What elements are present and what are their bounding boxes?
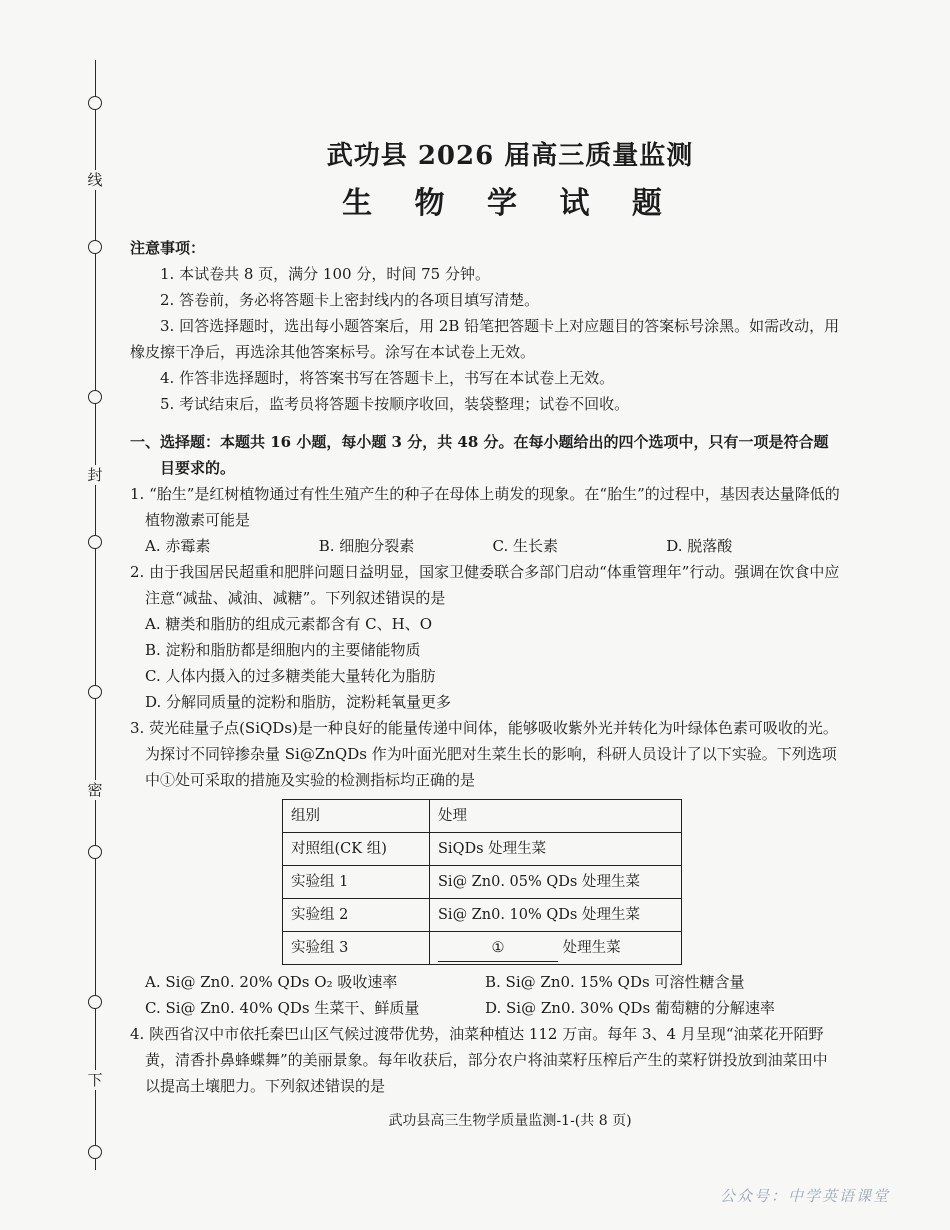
binding-circle: [88, 390, 102, 404]
exam-subject: 生 物 学 试 题: [342, 186, 678, 221]
option-a: A. 糖类和脂肪的组成元素都含有 C、H、O: [145, 615, 432, 633]
question-1-options: [130, 533, 840, 559]
table-cell: 对照组(CK 组): [283, 833, 430, 866]
page-footer: 武功县高三生物学质量监测-1-(共 8 页): [388, 1113, 632, 1129]
table-row: [283, 866, 682, 899]
option-d: D. 脱落酸: [666, 537, 733, 555]
table-row: [283, 932, 682, 965]
option-c: C. Si@ Zn0. 40% QDs 生菜干、鲜质量: [145, 999, 420, 1017]
answer-blank: ①: [438, 935, 558, 962]
question-3-options-row: [130, 969, 840, 995]
binding-circle: [88, 240, 102, 254]
question-3-stem: 3. 荧光硅量子点(SiQDs)是一种良好的能量传递中间体，能够吸收紫外光并转化为叶绿体色素可吸收的光。为探讨不同锌掺杂量 Si@ZnQDs 作为叶面光肥对生菜生长的影响，科研人员设计了以下实验。下列选项中①处可采取的措施及实验的检测指标均正确的是: [130, 719, 838, 789]
table-cell: [430, 932, 682, 965]
option-b: B. 淀粉和脂肪都是细胞内的主要储能物质: [145, 641, 421, 659]
table-header: 组别: [283, 800, 430, 833]
section-heading: 一、选择题：本题共 16 小题，每小题 3 分，共 48 分。在每小题给出的四个选项中，只有一项是符合题目要求的。: [130, 433, 829, 477]
binding-word-line: 线: [85, 170, 105, 190]
binding-circle: [88, 535, 102, 549]
binding-circle: [88, 1145, 102, 1159]
table-row: [283, 833, 682, 866]
question-4-stem: 4. 陕西省汉中市依托秦巴山区气候过渡带优势，油菜种植达 112 万亩。每年 3、4 月呈现“油菜花开陌野黄，清香扑鼻蜂蝶舞”的美丽景象。每年收获后，部分农户将油菜籽压榨后产生的菜籽饼投放到油菜田中以提高土壤肥力。下列叙述错误的是: [130, 1025, 828, 1095]
binding-word-seal: 封: [85, 465, 105, 485]
blank-suffix: 处理生菜: [562, 939, 621, 956]
notice-heading: 注意事项：: [130, 239, 206, 257]
option-c: C. 生长素: [492, 537, 558, 555]
watermark: 公众号：中学英语课堂: [719, 1187, 890, 1205]
question-1-stem: 1. “胎生”是红树植物通过有性生殖产生的种子在母体上萌发的现象。在“胎生”的过程中，基因表达量降低的植物激素可能是: [130, 485, 840, 529]
exam-title: 武功县 2026 届高三质量监测: [326, 141, 694, 171]
notice-item: 3. 回答选择题时，选出每小题答案后，用 2B 铅笔把答题卡上对应题目的答案标号涂黑。如需改动，用橡皮擦干净后，再选涂其他答案标号。涂写在本试卷上无效。: [130, 317, 840, 361]
table-cell: Si@ Zn0. 05% QDs 处理生菜: [430, 866, 682, 899]
table-cell: 实验组 1: [283, 866, 430, 899]
option-a: A. Si@ Zn0. 20% QDs O₂ 吸收速率: [145, 973, 398, 991]
binding-word-secret: 密: [85, 780, 105, 800]
notice-item: 4. 作答非选择题时，将答案书写在答题卡上，书写在本试卷上无效。: [160, 369, 615, 387]
notice-item: 1. 本试卷共 8 页，满分 100 分，时间 75 分钟。: [160, 265, 490, 283]
question-2-stem: 2. 由于我国居民超重和肥胖问题日益明显，国家卫健委联合多部门启动“体重管理年”行动。强调在饮食中应注意“减盐、减油、减糖”。下列叙述错误的是: [130, 563, 840, 607]
table-cell: SiQDs 处理生菜: [430, 833, 682, 866]
binding-circle: [88, 995, 102, 1009]
option-b: B. 细胞分裂素: [318, 537, 415, 555]
table-row: [283, 899, 682, 932]
option-d: D. 分解同质量的淀粉和脂肪，淀粉耗氧量更多: [145, 693, 452, 711]
notice-item: 2. 答卷前，务必将答题卡上密封线内的各项目填写清楚。: [160, 291, 540, 309]
table-row: [283, 800, 682, 833]
table-cell: 实验组 3: [283, 932, 430, 965]
table-cell: 实验组 2: [283, 899, 430, 932]
option-c: C. 人体内摄入的过多糖类能大量转化为脂肪: [145, 667, 436, 685]
binding-circle: [88, 845, 102, 859]
binding-line: [82, 60, 110, 1170]
option-b: B. Si@ Zn0. 15% QDs 可溶性糖含量: [485, 973, 745, 991]
binding-circle: [88, 96, 102, 110]
binding-circle: [88, 685, 102, 699]
question-3-options-row: [130, 995, 840, 1021]
table-cell: Si@ Zn0. 10% QDs 处理生菜: [430, 899, 682, 932]
experiment-table: [282, 799, 682, 965]
exam-content: [130, 235, 840, 1099]
notice-item: 5. 考试结束后，监考员将答题卡按顺序收回，装袋整理；试卷不回收。: [160, 395, 630, 413]
binding-word-down: 下: [85, 1070, 105, 1090]
option-a: A. 赤霉素: [145, 537, 211, 555]
table-header: 处理: [430, 800, 682, 833]
option-d: D. Si@ Zn0. 30% QDs 葡萄糖的分解速率: [485, 999, 775, 1017]
